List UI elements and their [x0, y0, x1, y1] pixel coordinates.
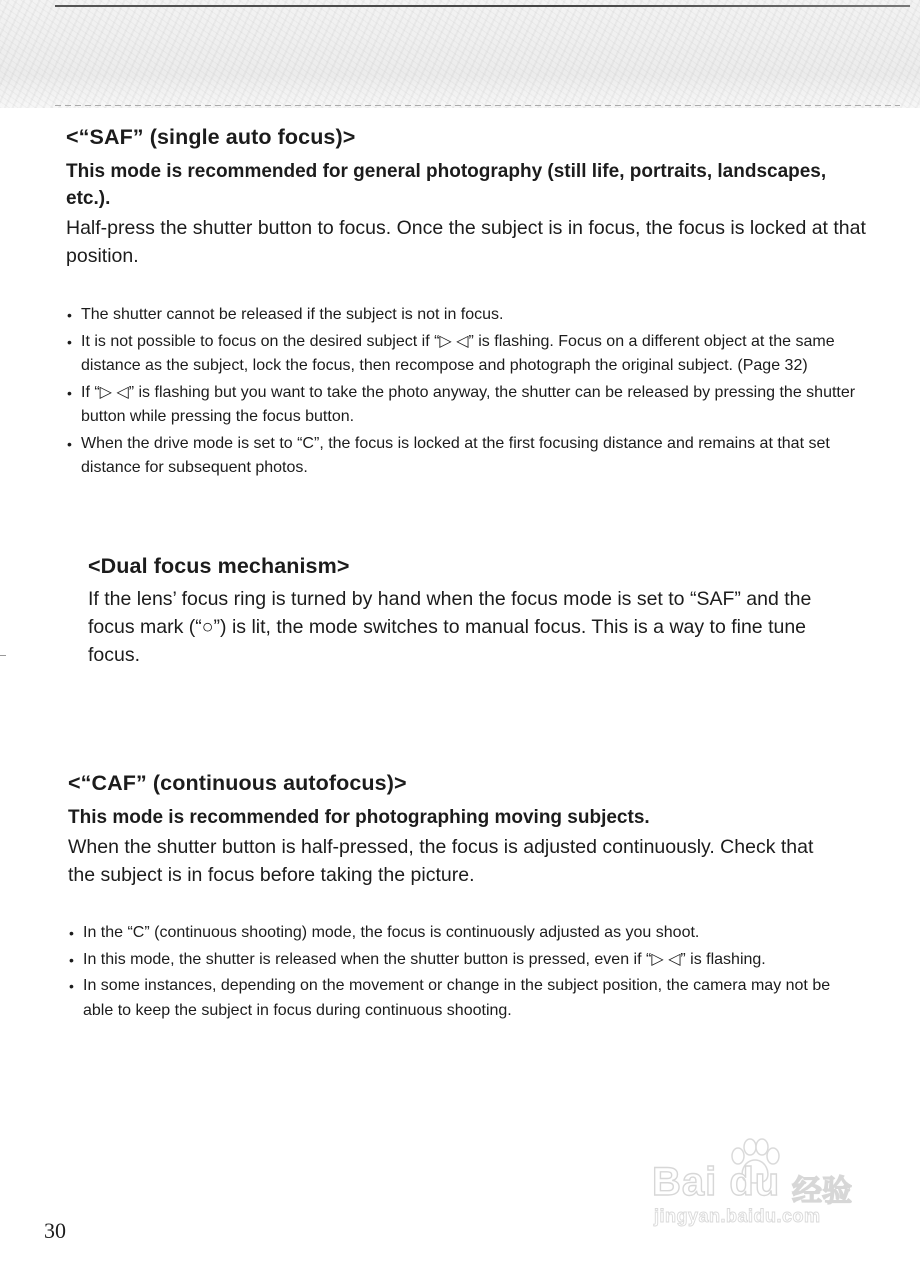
- baidu-watermark: [652, 1138, 867, 1238]
- watermark-url: jingyan.baidu.com: [654, 1206, 821, 1226]
- list-item: • If “▷ ◁” is flashing but you want to take the photo anyway, the shutter can be released by pressing the shutter button while pressing the focus button.: [66, 381, 866, 430]
- list-item: • In this mode, the shutter is released when the shutter button is pressed, even if “▷ ◁” is flashing.: [68, 948, 858, 973]
- saf-section: [66, 122, 866, 270]
- page-number: 30: [44, 1218, 66, 1243]
- saf-lead: This mode is recommended for general photography (still life, portraits, landscapes, etc.).: [66, 161, 827, 209]
- watermark-sub: 经验: [792, 1175, 852, 1208]
- caf-body: When the shutter button is half-pressed, the focus is adjusted continuously. Check that the subject is in focus before taking the picture.: [68, 836, 814, 886]
- margin-tick: [0, 655, 6, 656]
- saf-heading: <“SAF” (single auto focus)>: [66, 125, 356, 149]
- saf-notes: [66, 303, 866, 483]
- list-item: • When the drive mode is set to “C”, the focus is locked at the first focusing distance and remains at that set distance for subsequent photos.: [66, 432, 866, 481]
- dual-focus-section: [88, 551, 858, 669]
- caf-lead: This mode is recommended for photographing moving subjects.: [68, 807, 650, 828]
- dual-focus-body: If the lens’ focus ring is turned by hand when the focus mode is set to “SAF” and the focus mark (“○”) is lit, the mode switches to manual focus. This is a way to fine tune focus.: [88, 588, 812, 666]
- decorative-header-band: [0, 0, 920, 108]
- caf-section: [68, 768, 868, 889]
- saf-body: Half-press the shutter button to focus. Once the subject is in focus, the focus is locked at that position.: [66, 217, 866, 267]
- watermark-brand: Bai du: [652, 1160, 781, 1204]
- list-item: • It is not possible to focus on the desired subject if “▷ ◁” is flashing. Focus on a different object at the same distance as the subject, lock the focus, then recompose and photograph the original subject. (Page 32): [66, 330, 866, 379]
- list-item: • In the “C” (continuous shooting) mode, the focus is continuously adjusted as you shoot.: [68, 921, 858, 946]
- list-item: • In some instances, depending on the movement or change in the subject position, the camera may not be able to keep the subject in focus during continuous shooting.: [68, 974, 858, 1023]
- dual-focus-heading: <Dual focus mechanism>: [88, 554, 350, 578]
- caf-heading: <“CAF” (continuous autofocus)>: [68, 771, 407, 795]
- caf-notes: [68, 921, 858, 1025]
- list-item: • The shutter cannot be released if the subject is not in focus.: [66, 303, 866, 328]
